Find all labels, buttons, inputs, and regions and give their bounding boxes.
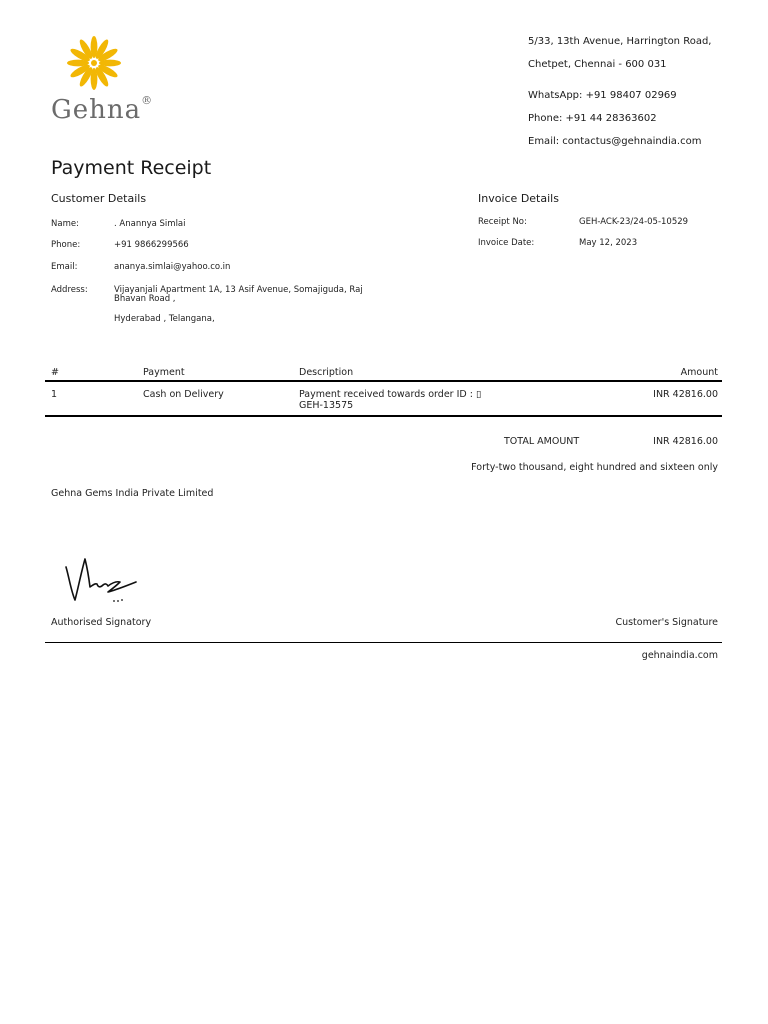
total-amount-in-words: Forty-two thousand, eight hundred and sixteen only [471, 462, 718, 473]
table-header-divider [45, 380, 722, 382]
invoice-date-label: Invoice Date: [478, 238, 535, 248]
brand-logo-text: Gehna® [51, 94, 154, 125]
signature-icon [60, 553, 140, 605]
table-row-amount: INR 42816.00 [653, 389, 718, 400]
customer-details-heading: Customer Details [51, 192, 147, 205]
table-header-payment: Payment [143, 367, 185, 378]
gehna-flower-logo-icon [64, 33, 124, 93]
company-phone: Phone: +91 44 28363602 [528, 113, 657, 124]
total-amount-value: INR 42816.00 [653, 436, 718, 447]
customer-signature-label: Customer's Signature [615, 617, 718, 628]
customer-address-line1: Vijayanjali Apartment 1A, 13 Asif Avenue, Somajiguda, Raj [114, 285, 363, 295]
customer-phone-label: Phone: [51, 240, 81, 250]
company-whatsapp: WhatsApp: +91 98407 02969 [528, 90, 677, 101]
customer-address-line2: Bhavan Road , [114, 294, 176, 304]
receipt-no-value: GEH-ACK-23/24-05-10529 [579, 217, 689, 227]
page-title: Payment Receipt [51, 157, 212, 179]
customer-name-value: . Anannya Simlai [114, 219, 186, 229]
company-legal-name: Gehna Gems India Private Limited [51, 488, 214, 499]
total-amount-label: TOTAL AMOUNT [504, 436, 580, 447]
customer-name-label: Name: [51, 219, 79, 229]
table-row-description-line1: Payment received towards order ID : ▯ [299, 389, 482, 400]
table-row-description-line2: GEH-13575 [299, 400, 354, 411]
authorised-signatory-label: Authorised Signatory [51, 617, 152, 628]
customer-email-value: ananya.simlai@yahoo.co.in [114, 262, 231, 272]
table-header-description: Description [299, 367, 354, 378]
table-row-payment: Cash on Delivery [143, 389, 224, 400]
table-row-num: 1 [51, 389, 58, 400]
customer-email-label: Email: [51, 262, 78, 272]
table-bottom-divider [45, 415, 722, 417]
footer-divider [45, 642, 722, 643]
customer-phone-value: +91 9866299566 [114, 240, 189, 250]
company-address-line1: 5/33, 13th Avenue, Harrington Road, [528, 36, 712, 47]
company-email: Email: contactus@gehnaindia.com [528, 136, 702, 147]
table-header-num: # [51, 367, 59, 378]
invoice-date-value: May 12, 2023 [579, 238, 638, 248]
company-address-line2: Chetpet, Chennai - 600 031 [528, 59, 667, 70]
customer-address-line3: Hyderabad , Telangana, [114, 314, 215, 324]
receipt-no-label: Receipt No: [478, 217, 527, 227]
table-header-amount: Amount [680, 367, 718, 378]
invoice-details-heading: Invoice Details [478, 192, 559, 205]
website-link[interactable]: gehnaindia.com [641, 650, 718, 661]
customer-address-label: Address: [51, 285, 88, 295]
